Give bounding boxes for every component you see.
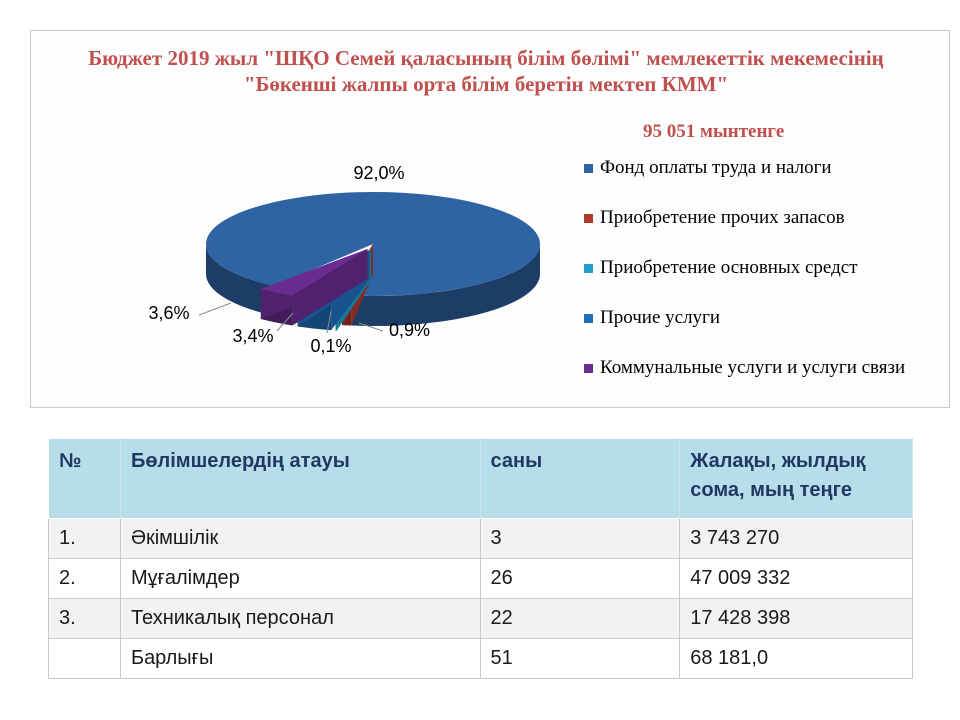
legend-label: Фонд оплаты труда и налоги bbox=[600, 157, 832, 178]
staff-salary-table bbox=[48, 438, 913, 679]
cell-number: 3. bbox=[49, 599, 121, 639]
legend-label: Коммунальные услуги и услуги связи bbox=[600, 357, 906, 378]
legend-label: Прочие услуги bbox=[600, 307, 721, 328]
header-count: саны bbox=[480, 439, 680, 519]
legend-item bbox=[584, 306, 949, 329]
header-department: Бөлімшелердің атауы bbox=[120, 439, 480, 519]
table-row bbox=[49, 599, 913, 639]
pie-slice bbox=[206, 192, 540, 296]
pie-sides bbox=[206, 192, 540, 326]
table-row bbox=[49, 559, 913, 599]
legend-label: Приобретение прочих запасов bbox=[600, 207, 845, 228]
data-label: 0,9% bbox=[389, 320, 431, 340]
cell-department: Әкімшілік bbox=[120, 519, 480, 559]
legend-swatch bbox=[584, 364, 593, 373]
header-salary: Жалақы, жылдық сома, мың теңге bbox=[680, 439, 913, 519]
legend-item bbox=[584, 156, 949, 179]
legend-item bbox=[584, 256, 949, 279]
header-number: № bbox=[49, 439, 121, 519]
cell-number: 2. bbox=[49, 559, 121, 599]
pie-slice-group bbox=[206, 192, 540, 326]
table-header-row bbox=[49, 439, 913, 519]
data-label: 3,4% bbox=[232, 326, 274, 346]
legend-swatch bbox=[584, 214, 593, 223]
cell-count: 51 bbox=[480, 639, 680, 679]
cell-count: 26 bbox=[480, 559, 680, 599]
chart-legend bbox=[584, 156, 949, 406]
cell-department: Мұғалімдер bbox=[120, 559, 480, 599]
data-label: 92,0% bbox=[353, 163, 405, 183]
table-row-total bbox=[49, 639, 913, 679]
legend-swatch bbox=[584, 314, 593, 323]
cell-number: 1. bbox=[49, 519, 121, 559]
cell-salary: 3 743 270 bbox=[680, 519, 913, 559]
data-label: 3,6% bbox=[148, 303, 190, 323]
legend-label: Приобретение основных средст bbox=[600, 257, 858, 278]
chart-title: Бюджет 2019 жыл "ШҚО Семей қаласының білім бөлімі" мемлекеттік мекемесінің "Бөкенші жалпы орта білім беретін мектеп КММ" bbox=[88, 46, 884, 96]
cell-count: 3 bbox=[480, 519, 680, 559]
legend-item bbox=[584, 206, 949, 229]
cell-number bbox=[49, 639, 121, 679]
leader-line bbox=[199, 303, 231, 315]
chart-panel bbox=[30, 30, 950, 408]
legend-swatch bbox=[584, 164, 593, 173]
cell-salary: 47 009 332 bbox=[680, 559, 913, 599]
cell-department: Барлығы bbox=[120, 639, 480, 679]
legend-item bbox=[584, 356, 949, 379]
table-row bbox=[49, 519, 913, 559]
data-label: 0,1% bbox=[310, 336, 352, 356]
cell-salary: 17 428 398 bbox=[680, 599, 913, 639]
cell-count: 22 bbox=[480, 599, 680, 639]
chart-subtitle: 95 051 мынтенге bbox=[643, 121, 785, 142]
cell-department: Техникалық персонал bbox=[120, 599, 480, 639]
legend-swatch bbox=[584, 264, 593, 273]
cell-salary: 68 181,0 bbox=[680, 639, 913, 679]
